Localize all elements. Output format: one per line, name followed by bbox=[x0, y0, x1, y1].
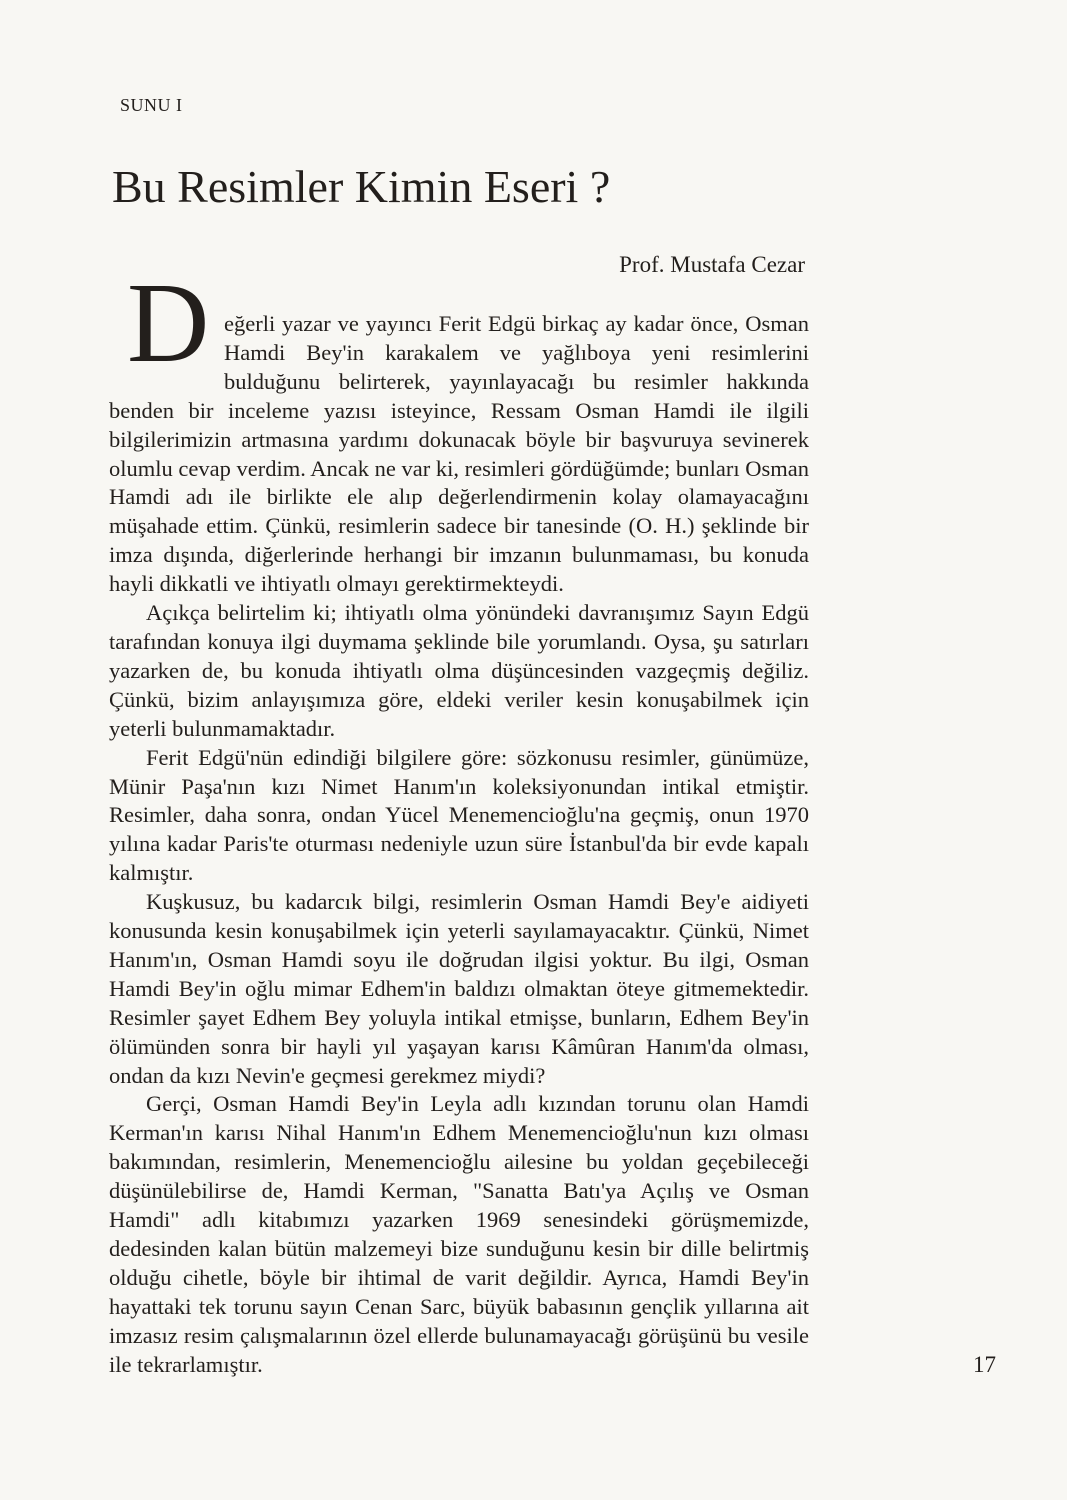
article-title: Bu Resimler Kimin Eseri ? bbox=[112, 161, 611, 212]
drop-cap: D bbox=[127, 259, 210, 386]
paragraph-2: Açıkça belirtelim ki; ihtiyatlı olma yönündeki davranışımız Sayın Edgü tarafından konuya ilgi duymama şeklinde bile yorumlandı. Oysa, şu satırları yazarken de, bu konuda ihtiyatlı olma düşüncesinden vazgeçmiş değiliz. Çünkü, bizim anlayışımıza göre, eldeki veriler kesin konuşabilmek için yeterli bulunmamaktadır. bbox=[109, 600, 809, 741]
section-label: SUNU I bbox=[120, 95, 183, 115]
paragraph-3: Ferit Edgü'nün edindiği bilgilere göre: sözkonusu resimler, günümüze, Münir Paşa'nın kızı Nimet Hanım'ın koleksiyonundan intikal etmiştir. Resimler, daha sonra, ondan Yücel Menemencioğlu'na geçmiş, onun 1970 yılına kadar Paris'te oturması nedeniyle uzun süre İstanbul'da bir evde kapalı kalmıştır. bbox=[109, 744, 809, 886]
paragraph-5: Gerçi, Osman Hamdi Bey'in Leyla adlı kızından torunu olan Hamdi Kerman'ın karısı Nihal Hanım'ın Edhem Menemencioğlu'nun kızı olması bakımından, resimlerin, Menemencioğlu ailesine bu yoldan geçebileceği düşünülebilirse de, Hamdi Kerman, "Sanatta Batı'ya Açılış ve Osman Hamdi" adlı kitabımızı yazarken 1969 senesindeki görüşmemizde, dedesinden kalan bütün malzemeyi bize sunduğunu kesin bir dille belirtmiş olduğu cihetle, böyle bir ihtimal de varit değildir. Ayrıca, Hamdi Bey'in hayattaki tek torunu sayın Cenan Sarc, büyük babasının gençlik yıllarına ait imzasız resim çalışmalarının özel ellerde bulunamayacağı görüşünü bu vesile ile tekrarlamıştır. bbox=[109, 1091, 809, 1377]
page-number: 17 bbox=[973, 1352, 996, 1377]
paragraph-1-text: eğerli yazar ve yayıncı Ferit Edgü birkaç ay kadar önce, Osman Hamdi Bey'in karakalem ve yağlıboya yeni resimlerini bulduğunu belirterek, yayınlayacağı bu resimler hakkında benden bir inceleme yazısı isteyince, Ressam Osman Hamdi ile ilgili bilgilerimizin artmasına yardımı dokunacak böyle bir başvuruya sevinerek olumlu cevap verdim. Ancak ne var ki, resimleri gördüğümde; bunları Osman Hamdi adı ile birlikte ele alıp değerlendirmenin kolay olamayacağını müşahade ettim. Çünkü, resimlerin sadece bir tanesinde (O. H.) şeklinde bir imza dışında, diğerlerinde herhangi bir imzanın bulunmaması, bu konuda hayli dikkatli ve ihtiyatlı olmayı gerektirmekteydi. bbox=[109, 311, 809, 597]
paragraph-4: Kuşkusuz, bu kadarcık bilgi, resimlerin Osman Hamdi Bey'e aidiyeti konusunda kesin konuşabilmek için yeterli sayılamayacaktır. Çünkü, Nimet Hanım'ın, Osman Hamdi soyu ile doğrudan ilgisi yoktur. Bu ilgi, Osman Hamdi Bey'in oğlu mimar Edhem'in baldızı olmaktan öteye gitmemektedir. Resimler şayet Edhem Bey yoluyla intikal etmişse, bunların, Edhem Bey'in ölümünden sonra bir hayli yıl yaşayan karısı Kâmûran Hanım'da olması, ondan da kızı Nevin'e geçmesi gerekmez miydi? bbox=[109, 889, 809, 1088]
author-name: Prof. Mustafa Cezar bbox=[619, 252, 805, 277]
